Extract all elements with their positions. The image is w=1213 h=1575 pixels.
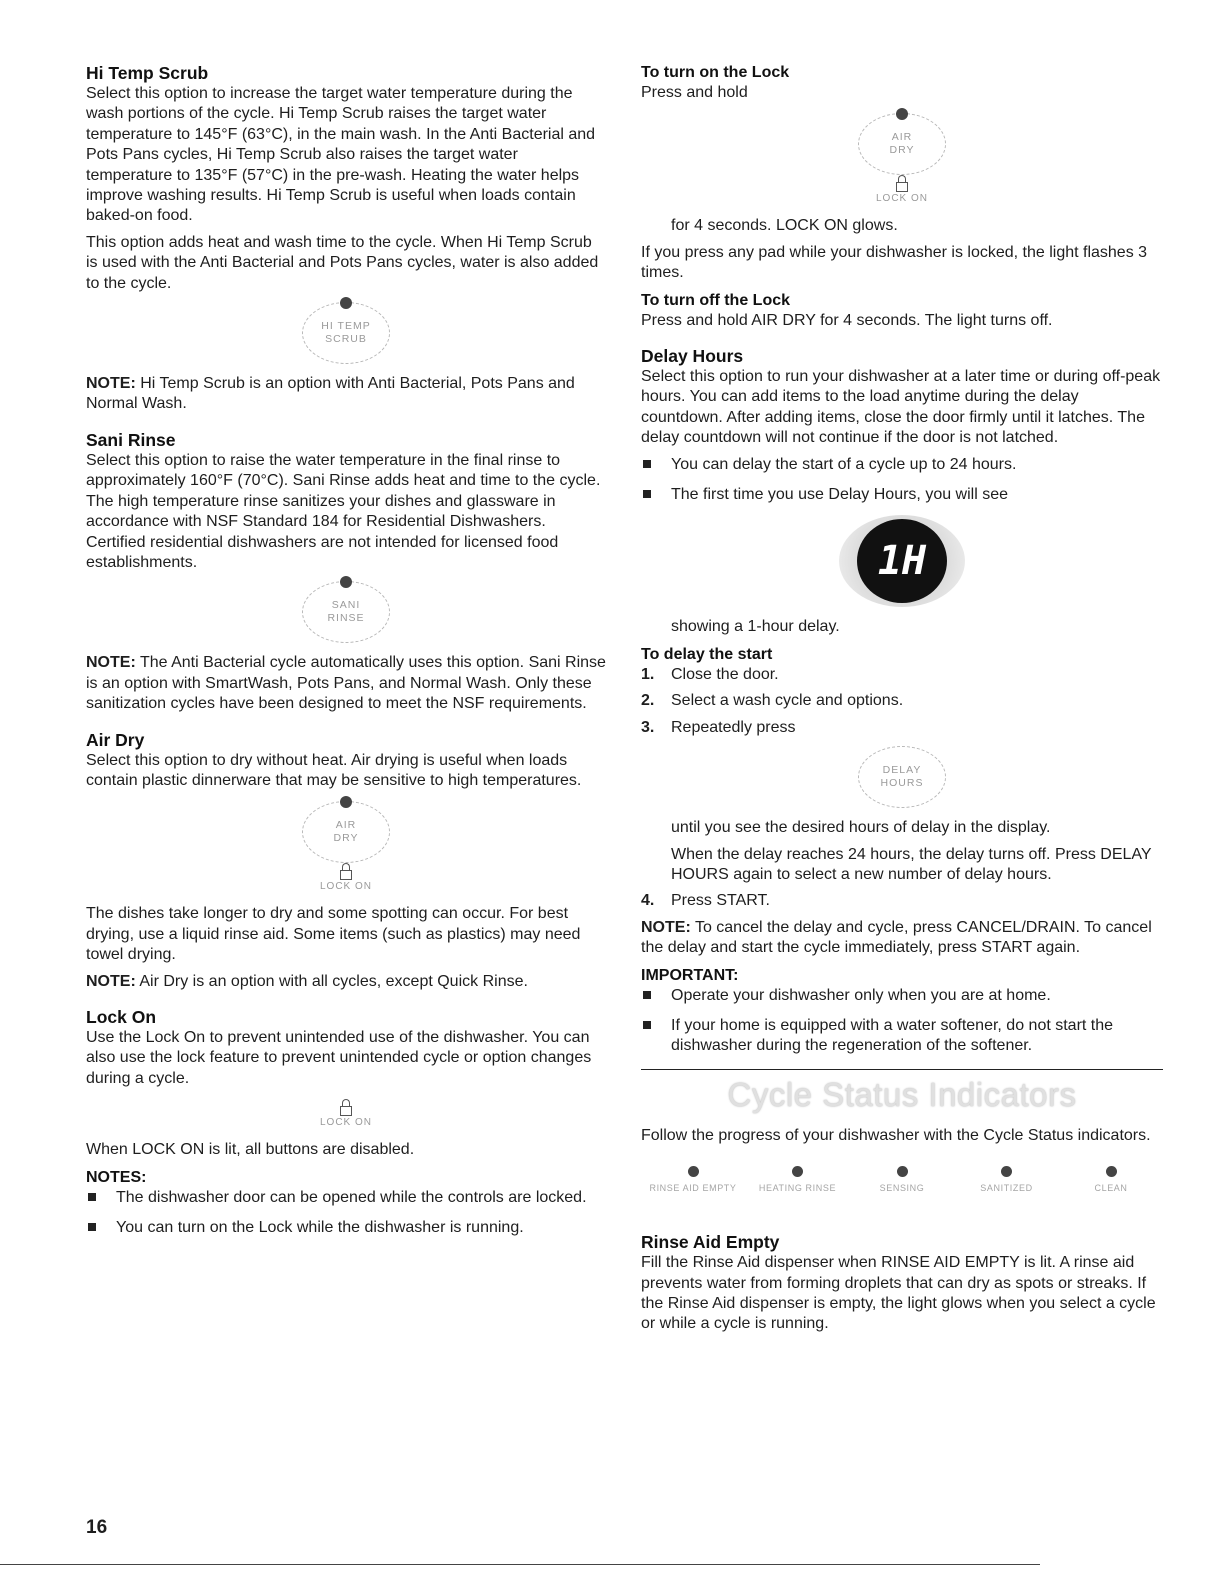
indicator-clean xyxy=(1059,1166,1163,1193)
air-dry-note xyxy=(86,972,606,992)
delay-start-heading: To delay the start xyxy=(641,645,773,663)
turn-off-lock-text: Press and hold AIR DRY for 4 seconds. The light turns off. xyxy=(641,311,1053,329)
note-text: To cancel the delay and cycle, press CANCEL/DRAIN. To cancel the delay and start the cycle immediately, press START again. xyxy=(641,918,1152,957)
air-dry-paragraph-2: The dishes take longer to dry and some spotting can occur. For best drying, use a liquid rinse aid. Some items (such as plastics) may need towel drying. xyxy=(86,905,581,964)
hi-temp-scrub-paragraph-2: This option adds heat and wash time to the cycle. When Hi Temp Scrub is used with the Anti Bacterial and Pots Pans cycles, water is also added to the cycle. xyxy=(86,233,599,292)
cycle-status-intro: Follow the progress of your dishwasher with the Cycle Status indicators. xyxy=(641,1126,1151,1144)
notes-heading: NOTES: xyxy=(86,1168,147,1186)
rinse-aid-empty-heading: Rinse Aid Empty xyxy=(641,1232,780,1253)
indicator-label: HEATING RINSE xyxy=(758,1183,837,1194)
indicator-label: SANITIZED xyxy=(980,1183,1033,1194)
pad-label-line-1: AIR xyxy=(335,819,357,832)
lock-on-label: LOCK ON xyxy=(319,881,372,893)
air-dry-heading: Air Dry xyxy=(86,729,145,750)
lock-on-illustration xyxy=(86,1099,606,1128)
showing-delay-text: showing a 1-hour delay. xyxy=(671,618,840,636)
pad-label-line-2: HOURS xyxy=(880,777,924,790)
air-dry-paragraph-1: Select this option to dry without heat. Air drying is useful when loads contain plastic dinnerware that may be sensitive to high temperatures. xyxy=(86,751,582,789)
lock-on-label: LOCK ON xyxy=(875,193,928,205)
hi-temp-scrub-note xyxy=(86,374,606,415)
indicator-light-icon xyxy=(688,1166,699,1177)
pad-label-line-1: AIR xyxy=(891,131,913,144)
turn-on-lock-heading: To turn on the Lock xyxy=(641,64,790,81)
indicator-label: SENSING xyxy=(879,1183,925,1194)
indicator-label: RINSE AID EMPTY xyxy=(649,1183,737,1194)
list-item: The dishwasher door can be opened while the controls are locked. xyxy=(86,1188,606,1208)
delay-hours-paragraph: Select this option to run your dishwasher at a later time or during off-peak hours. You can add items to the load anytime during the delay countdown. After adding items, close the door firmly until it latches. The delay countdown will not continue if the door is not latched. xyxy=(641,368,1161,447)
hi-temp-scrub-heading: Hi Temp Scrub xyxy=(86,63,209,83)
list-item xyxy=(641,665,1163,685)
important-heading: IMPORTANT: xyxy=(641,966,739,984)
step-text: Press START. xyxy=(671,892,770,910)
section-divider xyxy=(641,1069,1163,1070)
indicator-light-icon xyxy=(1106,1166,1117,1177)
pad-label-line-2: RINSE xyxy=(327,612,365,625)
air-dry-pad-illustration xyxy=(86,801,606,892)
lock-icon xyxy=(339,863,353,879)
list-item: You can turn on the Lock while the dishwasher is running. xyxy=(86,1218,606,1238)
delay-start-steps xyxy=(641,665,1163,738)
step-number: 3. xyxy=(641,718,655,736)
right-column xyxy=(641,62,1163,1341)
pad-label-line-2: DRY xyxy=(889,144,915,157)
indicator-light-icon xyxy=(792,1166,803,1177)
note-label: NOTE: xyxy=(86,375,136,393)
indicator-light-icon xyxy=(1001,1166,1012,1177)
turn-off-lock-heading: To turn off the Lock xyxy=(641,291,791,309)
note-text: Air Dry is an option with all cycles, except Quick Rinse. xyxy=(135,972,528,990)
indicator-sensing xyxy=(850,1166,954,1193)
until-text: until you see the desired hours of delay in the display. xyxy=(671,819,1051,837)
delay-hours-pad xyxy=(858,746,946,808)
indicator-rinse-aid-empty xyxy=(641,1166,745,1193)
indicator-light-icon xyxy=(896,108,908,120)
delay-start-step-4 xyxy=(641,891,1163,911)
list-item xyxy=(641,691,1163,711)
list-item: You can delay the start of a cycle up to 24 hours. xyxy=(641,455,1163,475)
lock-on-notes-list xyxy=(86,1188,606,1239)
sani-rinse-note xyxy=(86,653,606,714)
list-item xyxy=(641,718,1163,738)
lock-on-label: LOCK ON xyxy=(319,1117,372,1129)
delay-note xyxy=(641,918,1163,959)
hi-temp-scrub-paragraph-1: Select this option to increase the target water temperature during the wash portions of the cycle. Hi Temp Scrub raises the target water temperature to 145°F (63°C), in the main wash. In the Anti Bacterial and Pots Pans cycles, Hi Temp Scrub also raises the target water temperature to 135°F (57°C) in the pre-wash. Heating the water helps improve washing results. Hi Temp Scrub is useful when loads contain baked-on food. xyxy=(86,85,596,225)
list-item xyxy=(641,891,1163,911)
indicator-sanitized xyxy=(955,1166,1059,1193)
sani-rinse-pad xyxy=(302,581,390,643)
four-seconds-text: for 4 seconds. LOCK ON glows. xyxy=(671,217,898,235)
hi-temp-scrub-pad-illustration xyxy=(86,302,606,364)
cycle-status-indicator-row xyxy=(641,1152,1163,1193)
note-text: Hi Temp Scrub is an option with Anti Bacterial, Pots Pans and Normal Wash. xyxy=(86,375,575,413)
air-dry-pad xyxy=(302,801,390,863)
sani-rinse-paragraph: Select this option to raise the water temperature in the final rinse to approximately 160°F (70°C). Sani Rinse adds heat and time to the cycle. The high temperature rinse sanitizes your dishes and glassware in accordance with NSF Standard 184 for Residential Dishwashers. Certified residential dishwashers are not intended for licensed food establishments. xyxy=(86,451,601,571)
pad-label-line-2: DRY xyxy=(333,832,359,845)
rinse-aid-empty-paragraph: Fill the Rinse Aid dispenser when RINSE AID EMPTY is lit. A rinse aid prevents water from forming droplets that can dry as spots or streaks. If the Rinse Aid dispenser is empty, the light glows when you select a cycle or while a cycle is running. xyxy=(641,1254,1156,1333)
step-number: 2. xyxy=(641,692,655,710)
list-item: The first time you use Delay Hours, you will see xyxy=(641,485,1163,505)
cycle-status-indicators-heading: Cycle Status Indicators xyxy=(727,1075,1077,1113)
indicator-light-icon xyxy=(340,297,352,309)
press-and-hold-text: Press and hold xyxy=(641,84,748,101)
note-label: NOTE: xyxy=(86,654,136,672)
indicator-heating-rinse xyxy=(746,1166,850,1193)
indicator-light-icon xyxy=(897,1166,908,1177)
note-label: NOTE: xyxy=(641,918,691,936)
delay-display-illustration xyxy=(641,515,1163,607)
indicator-label: CLEAN xyxy=(1094,1183,1128,1194)
step-text: Select a wash cycle and options. xyxy=(671,692,904,710)
delay-display xyxy=(839,515,965,607)
left-column xyxy=(86,62,606,1248)
delay-display-readout: 1H xyxy=(857,519,947,603)
step-number: 4. xyxy=(641,892,655,910)
lock-on-paragraph-2: When LOCK ON is lit, all buttons are disabled. xyxy=(86,1141,415,1159)
indicator-light-icon xyxy=(340,796,352,808)
list-item: Operate your dishwasher only when you are at home. xyxy=(641,986,1163,1006)
lock-on-heading: Lock On xyxy=(86,1006,157,1027)
delay-hours-pad-illustration xyxy=(641,746,1163,808)
indicator-light-icon xyxy=(340,576,352,588)
note-text: The Anti Bacterial cycle automatically uses this option. Sani Rinse is an option with SmartWash, Pots Pans, and Normal Wash. Only these sanitization cycles have been designed to meet the NSF requirements. xyxy=(86,654,606,713)
step-text: Repeatedly press xyxy=(671,718,796,736)
lock-on-paragraph-1: Use the Lock On to prevent unintended use of the dishwasher. You can also use the lock feature to prevent unintended cycle or option changes during a cycle. xyxy=(86,1028,592,1087)
sani-rinse-pad-illustration xyxy=(86,581,606,643)
lock-icon xyxy=(895,175,909,191)
locked-press-text: If you press any pad while your dishwasher is locked, the light flashes 3 times. xyxy=(641,243,1148,282)
air-dry-pad xyxy=(858,113,946,175)
important-bullets xyxy=(641,986,1163,1057)
pad-label-line-1: DELAY xyxy=(882,764,922,777)
sani-rinse-heading: Sani Rinse xyxy=(86,429,176,450)
page-number: 16 xyxy=(86,1517,108,1538)
when-24-hours-text: When the delay reaches 24 hours, the delay turns off. Press DELAY HOURS again to select a new number of delay hours. xyxy=(671,845,1152,883)
pad-label-line-1: HI TEMP xyxy=(321,320,371,333)
step-number: 1. xyxy=(641,665,655,683)
pad-label-line-2: SCRUB xyxy=(325,333,367,346)
delay-hours-heading: Delay Hours xyxy=(641,346,744,367)
air-dry-lock-pad-illustration xyxy=(641,113,1163,204)
delay-hours-bullets xyxy=(641,455,1163,506)
step-text: Close the door. xyxy=(671,665,779,683)
hi-temp-scrub-pad xyxy=(302,302,390,364)
pad-label-line-1: SANI xyxy=(331,599,361,612)
bottom-divider xyxy=(0,1564,1040,1565)
lock-icon xyxy=(339,1099,353,1115)
note-label: NOTE: xyxy=(86,972,136,990)
list-item: If your home is equipped with a water softener, do not start the dishwasher during the regeneration of the softener. xyxy=(641,1016,1163,1057)
